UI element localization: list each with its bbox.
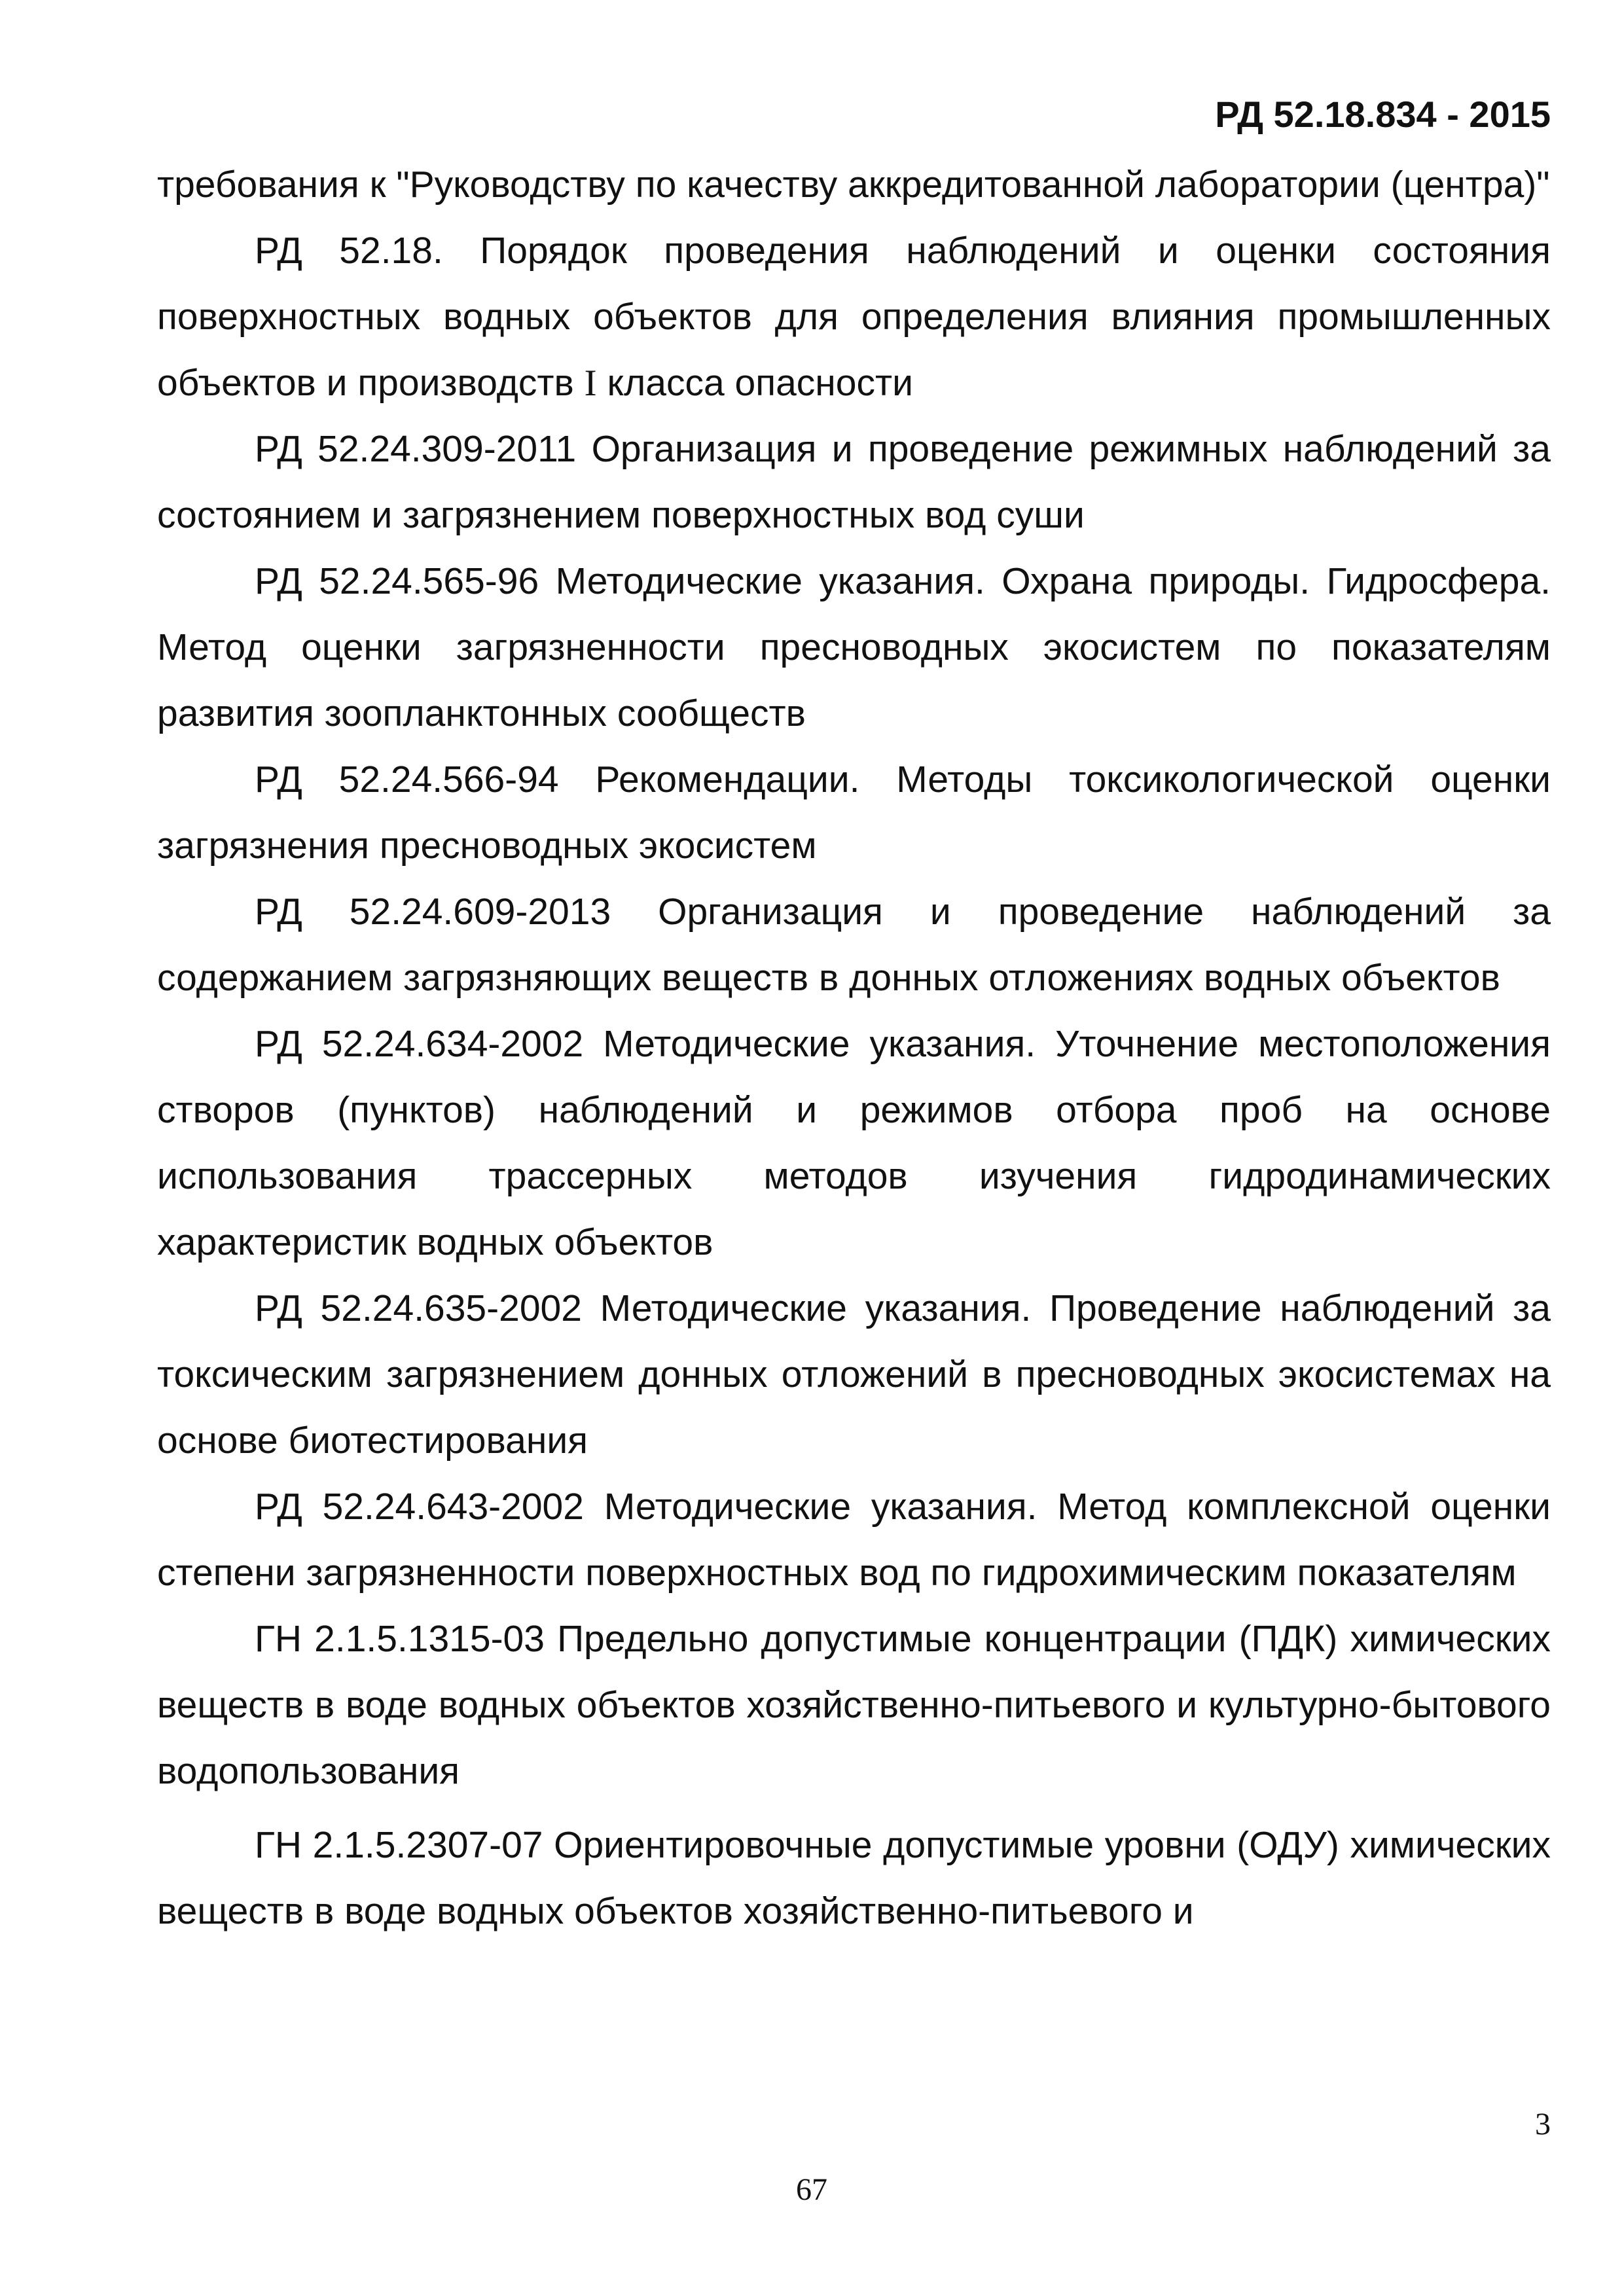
reference-rd-52-24-609: РД 52.24.609-2013 Организация и проведение наблюдений за содержанием загрязняющих веществ в донных отложениях водных объектов — [157, 891, 1551, 999]
page-number: 3 — [1535, 2107, 1551, 2142]
reference-rd-52-18 — [157, 218, 1551, 416]
reference-rd-52-24-309: РД 52.24.309-2011 Организация и проведение режимных наблюдений за состоянием и загрязнением поверхностных вод суши — [157, 428, 1551, 536]
reference-rd-52-24-634: РД 52.24.634-2002 Методические указания. Уточнение местоположения створов (пунктов) наблюдений и режимов отбора проб на основе использования трассерных методов изучения гидродинамических характеристик водных объектов — [157, 1023, 1551, 1263]
reference-rd-52-24-643: РД 52.24.643-2002 Методические указания. Метод комплексной оценки степени загрязненности поверхностных вод по гидрохимическим показателям — [157, 1486, 1551, 1594]
reference-rd-52-24-565: РД 52.24.565-96 Методические указания. Охрана природы. Гидросфера. Метод оценки загрязненности пресноводных экосистем по показателям развития зоопланктонных сообществ — [157, 560, 1551, 734]
document-body — [157, 152, 1551, 1945]
reference-gn-2-1-5-2307: ГН 2.1.5.2307-07 Ориентировочные допустимые уровни (ОДУ) химических веществ в воде водных объектов хозяйственно-питьевого и — [157, 1824, 1551, 1932]
roman-numeral: I — [584, 363, 597, 404]
paragraph-continuation: требования к "Руководству по качеству аккредитованной лаборатории (центра)" — [157, 164, 1550, 206]
reference-rd-52-24-566: РД 52.24.566-94 Рекомендации. Методы токсикологической оценки загрязнения пресноводных экосистем — [157, 759, 1551, 867]
reference-gn-2-1-5-1315: ГН 2.1.5.1315-03 Предельно допустимые концентрации (ПДК) химических веществ в воде водных объектов хозяйственно-питьевого и культурно-бытового водопользования — [157, 1618, 1551, 1792]
reference-rd-52-24-635: РД 52.24.635-2002 Методические указания. Проведение наблюдений за токсическим загрязнением донных отложений в пресноводных экосистемах на основе биотестирования — [157, 1287, 1551, 1462]
document-code: РД 52.18.834 - 2015 — [1215, 94, 1551, 135]
reference-text-tail: класса опасности — [607, 362, 913, 404]
sheet-number: 67 — [796, 2172, 827, 2207]
reference-text: РД 52.18. Порядок проведения наблюдений и оценки состояния поверхностных водных объектов для определения влияния промышленных объектов и производств — [157, 230, 1551, 404]
